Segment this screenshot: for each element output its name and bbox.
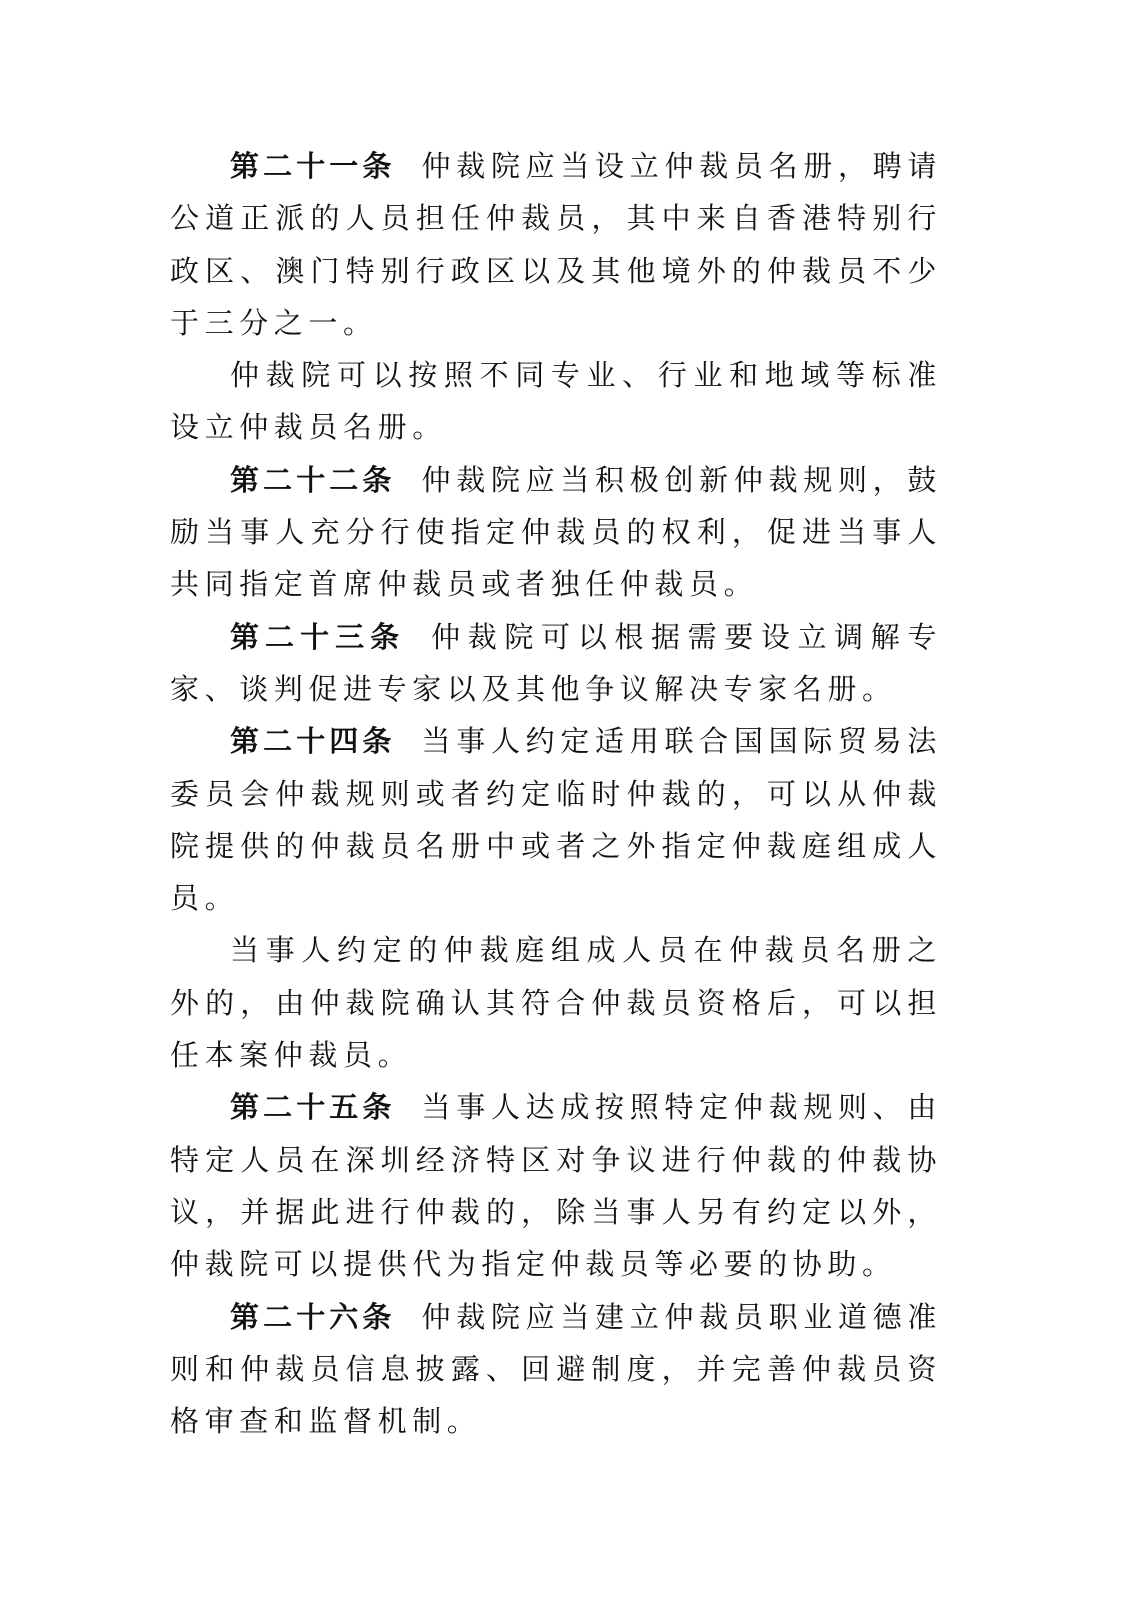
article-number: 第二十二条 [230, 462, 396, 497]
article-text: 仲裁院应当积极创新仲裁规则，鼓励当事人充分行使指定仲裁员的权利，促进当事人共同指定首席仲裁员或者独任仲裁员。 [170, 462, 942, 602]
article-number: 第二十一条 [230, 149, 396, 183]
article-text: 当事人约定适用联合国国际贸易法委员会仲裁规则或者约定临时仲裁的，可以从仲裁院提供的仲裁员名册中或者之外指定仲裁庭组成人员。 [170, 724, 942, 916]
paragraph-article-22 [170, 454, 942, 611]
article-text: 仲裁院可以按照不同专业、行业和地域等标准设立仲裁员名册。 [170, 358, 942, 445]
article-text: 仲裁院应当设立仲裁员名册，聘请公道正派的人员担任仲裁员，其中来自香港特别行政区、澳门特别行政区以及其他境外的仲裁员不少于三分之一。 [170, 149, 942, 340]
article-number: 第二十五条 [230, 1090, 396, 1125]
article-text: 当事人约定的仲裁庭组成人员在仲裁员名册之外的，由仲裁院确认其符合仲裁员资格后，可以担任本案仲裁员。 [170, 933, 942, 1073]
paragraph-article-21 [170, 140, 942, 349]
article-number: 第二十四条 [230, 724, 396, 759]
article-number: 第二十三条 [230, 619, 406, 654]
article-text: 仲裁院可以根据需要设立调解专家、谈判促进专家以及其他争议解决专家名册。 [170, 619, 942, 706]
paragraph-article-26 [170, 1291, 942, 1448]
article-text: 仲裁院应当建立仲裁员职业道德准则和仲裁员信息披露、回避制度，并完善仲裁员资格审查和监督机制。 [170, 1299, 942, 1439]
paragraph-article-24-clause-2 [170, 924, 942, 1081]
paragraph-article-21-clause-2 [170, 349, 942, 454]
article-text: 当事人达成按照特定仲裁规则、由特定人员在深圳经济特区对争议进行仲裁的仲裁协议，并据此进行仲裁的，除当事人另有约定以外，仲裁院可以提供代为指定仲裁员等必要的协助。 [170, 1090, 942, 1282]
paragraph-article-25 [170, 1081, 942, 1290]
article-number: 第二十六条 [230, 1299, 396, 1334]
document-body [170, 140, 942, 1447]
paragraph-article-23 [170, 611, 942, 716]
paragraph-article-24 [170, 715, 942, 924]
